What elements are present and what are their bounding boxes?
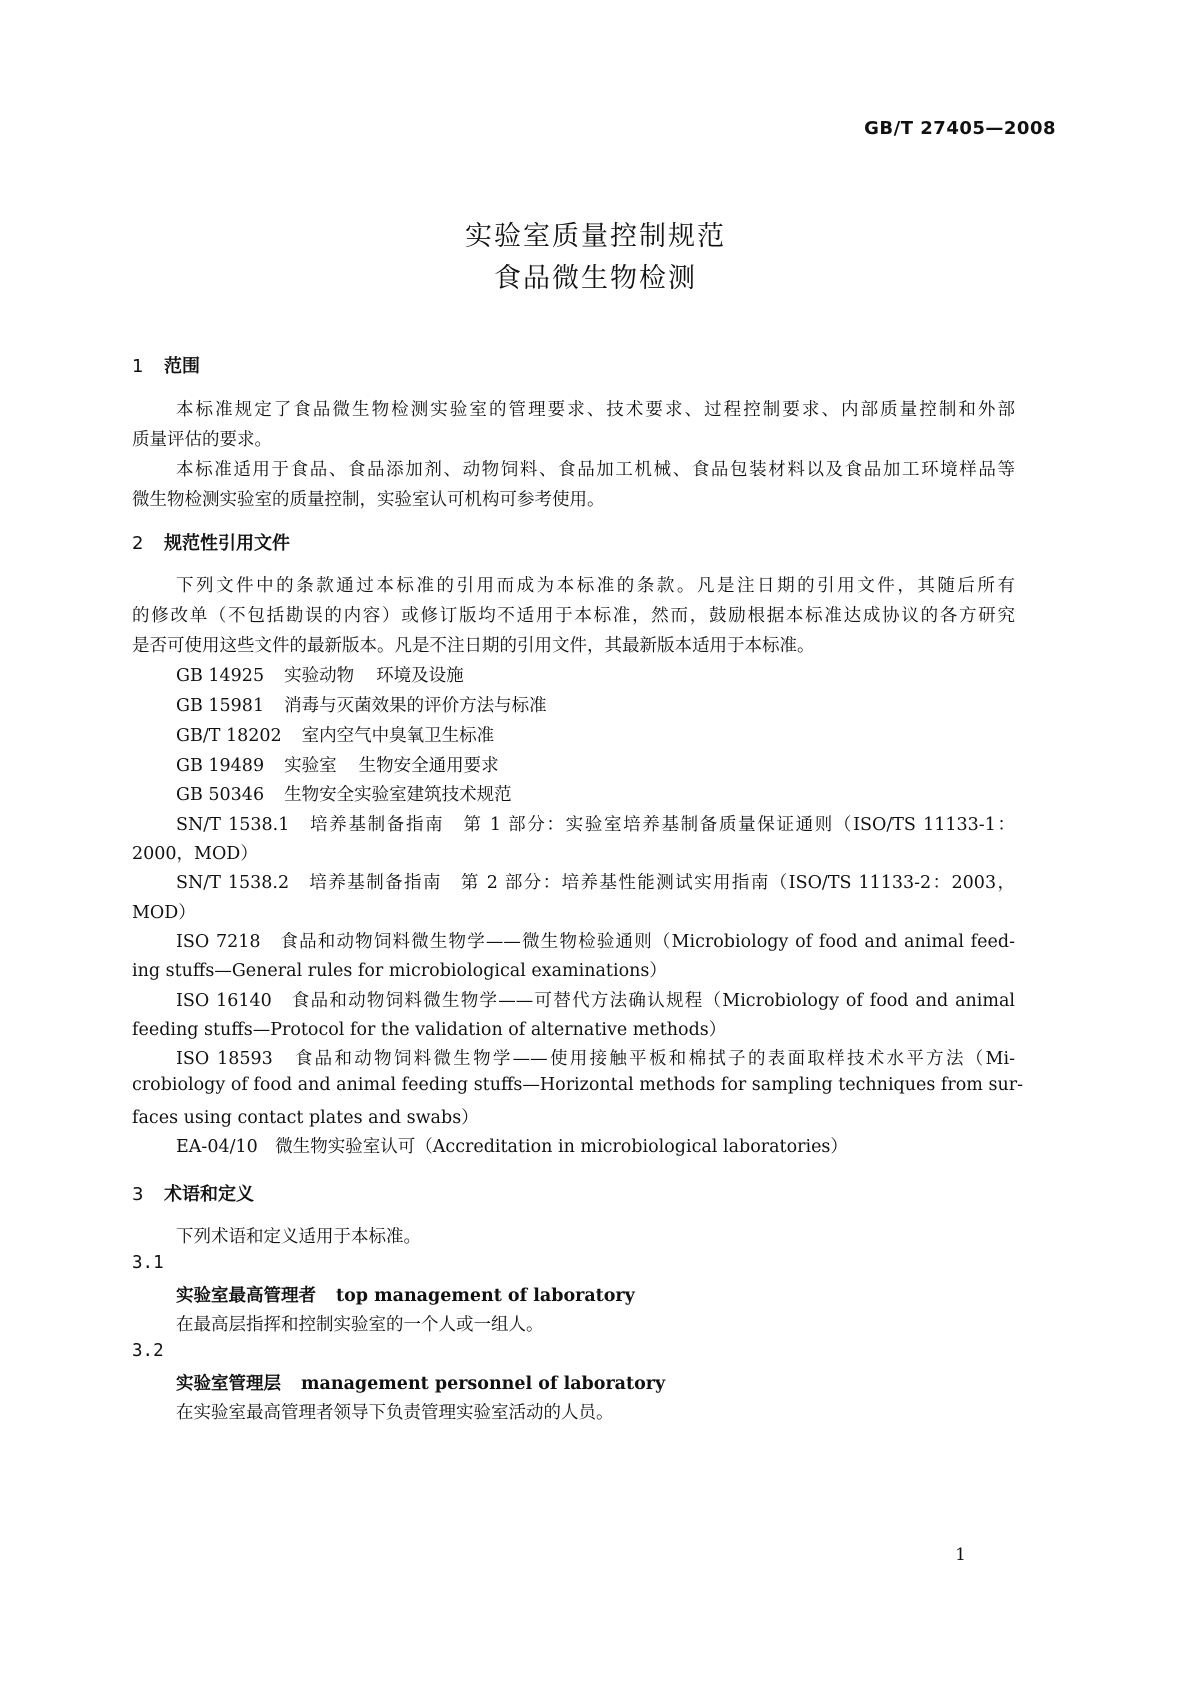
reference-title: 生物安全实验室建筑技术规范 bbox=[284, 785, 512, 805]
paragraph-line: 的修改单（不包括勘误的内容）或修订版均不适用于本标准，然而，鼓励根据本标准达成协议的各方研究 bbox=[132, 606, 1015, 626]
section-title: 范围 bbox=[164, 356, 200, 377]
term-chinese: 实验室管理层 bbox=[176, 1374, 281, 1394]
reference-title: 环境及设施 bbox=[376, 666, 464, 686]
reference-code: GB 15981 bbox=[176, 696, 265, 716]
reference-item-continued: MOD） bbox=[132, 903, 196, 923]
term-english: management personnel of laboratory bbox=[301, 1374, 666, 1394]
paragraph-line: 是否可使用这些文件的最新版本。凡是不注日期的引用文件，其最新版本适用于本标准。 bbox=[132, 636, 815, 656]
section-title: 规范性引用文件 bbox=[164, 533, 290, 554]
reference-item bbox=[176, 722, 494, 747]
reference-title: 消毒与灭菌效果的评价方法与标准 bbox=[284, 696, 547, 716]
paragraph-line: 微生物检测实验室的质量控制，实验室认可机构可参考使用。 bbox=[132, 490, 605, 510]
reference-item-continued: crobiology of food and animal feeding stuffs—Horizontal methods for sampling techniques from sur- bbox=[132, 1075, 1023, 1095]
reference-title: 实验室 bbox=[284, 756, 337, 776]
paragraph-line: 质量评估的要求。 bbox=[132, 430, 272, 450]
paragraph-line: 下列文件中的条款通过本标准的引用而成为本标准的条款。凡是注日期的引用文件，其随后所有 bbox=[176, 576, 1015, 596]
reference-item: ISO 16140 食品和动物饲料微生物学——可替代方法确认规程（Microbiology of food and animal bbox=[176, 991, 1015, 1011]
reference-item: ISO 18593 食品和动物饲料微生物学——使用接触平板和棉拭子的表面取样技术水平方法（Mi- bbox=[176, 1049, 1015, 1069]
reference-title: 室内空气中臭氧卫生标准 bbox=[301, 726, 495, 746]
page-number: 1 bbox=[955, 1545, 966, 1565]
paragraph-line: 本标准适用于食品、食品添加剂、动物饲料、食品加工机械、食品包装材料以及食品加工环境样品等 bbox=[176, 460, 1015, 480]
term-number: 3.1 bbox=[132, 1253, 164, 1273]
reference-code: GB/T 18202 bbox=[176, 726, 282, 746]
reference-item: SN/T 1538.1 培养基制备指南 第 1 部分：实验室培养基制备质量保证通则（ISO/TS 11133-1： bbox=[176, 815, 1015, 835]
reference-title: 生物安全通用要求 bbox=[358, 756, 499, 776]
section-2-heading bbox=[132, 529, 290, 555]
reference-title: 实验动物 bbox=[284, 666, 355, 686]
term-definition: 在最高层指挥和控制实验室的一个人或一组人。 bbox=[176, 1315, 544, 1335]
term-number: 3.2 bbox=[132, 1341, 164, 1361]
paragraph-line: 下列术语和定义适用于本标准。 bbox=[176, 1227, 421, 1247]
reference-code: GB 19489 bbox=[176, 756, 265, 776]
section-3-heading bbox=[132, 1180, 254, 1206]
section-number: 1 bbox=[132, 356, 144, 377]
term-english: top management of laboratory bbox=[336, 1286, 635, 1306]
page-title-line2: 食品微生物检测 bbox=[494, 263, 697, 294]
reference-item bbox=[176, 692, 547, 717]
paragraph-line: 本标准规定了食品微生物检测实验室的管理要求、技术要求、过程控制要求、内部质量控制和外部 bbox=[176, 400, 1015, 420]
reference-item: SN/T 1538.2 培养基制备指南 第 2 部分：培养基性能测试实用指南（ISO/TS 11133-2：2003， bbox=[176, 873, 1015, 893]
reference-item-continued: 2000，MOD） bbox=[132, 844, 258, 864]
section-title: 术语和定义 bbox=[164, 1184, 254, 1205]
reference-item bbox=[176, 752, 499, 777]
reference-code: GB 14925 bbox=[176, 666, 265, 686]
reference-code: GB 50346 bbox=[176, 785, 265, 805]
reference-item-continued: faces using contact plates and swabs） bbox=[132, 1108, 479, 1128]
term-heading bbox=[176, 1370, 665, 1395]
reference-item-continued: feeding stuffs—Protocol for the validation of alternative methods） bbox=[132, 1020, 727, 1040]
page-title-line1: 实验室质量控制规范 bbox=[465, 221, 726, 252]
term-heading bbox=[176, 1282, 635, 1307]
reference-item bbox=[176, 662, 464, 687]
standard-number: GB/T 27405—2008 bbox=[864, 118, 1056, 139]
reference-item: EA-04/10 微生物实验室认可（Accreditation in microbiological laboratories） bbox=[176, 1137, 848, 1157]
section-number: 3 bbox=[132, 1184, 144, 1205]
section-number: 2 bbox=[132, 533, 144, 554]
reference-item-continued: ing stuffs—General rules for microbiological examinations） bbox=[132, 961, 667, 981]
reference-item: ISO 7218 食品和动物饲料微生物学——微生物检验通则（Microbiology of food and animal feed- bbox=[176, 932, 1015, 952]
section-1-heading bbox=[132, 352, 200, 378]
reference-item bbox=[176, 781, 512, 806]
term-definition: 在实验室最高管理者领导下负责管理实验室活动的人员。 bbox=[176, 1403, 614, 1423]
term-chinese: 实验室最高管理者 bbox=[176, 1286, 316, 1306]
